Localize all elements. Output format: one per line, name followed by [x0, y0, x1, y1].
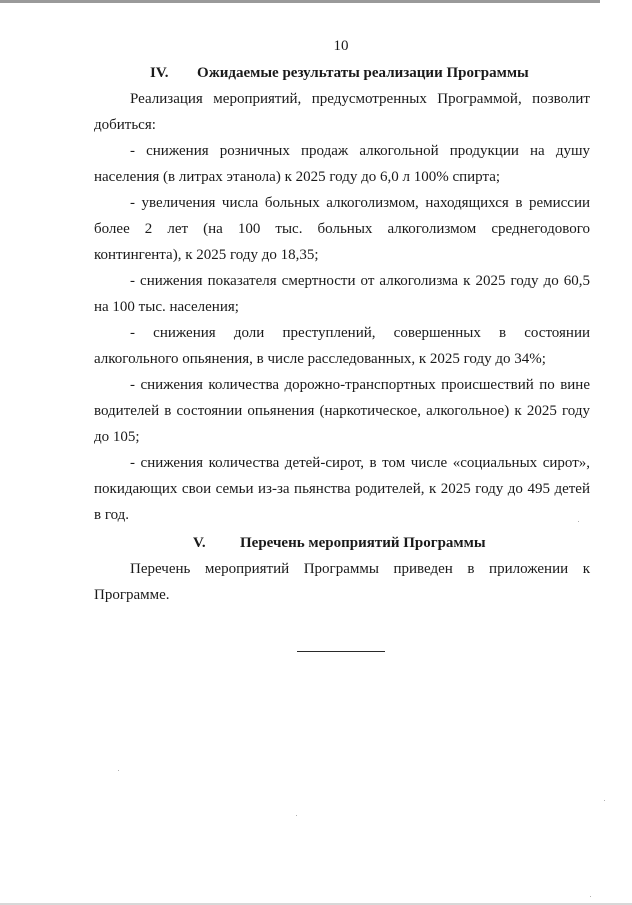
section-number: IV.: [150, 65, 169, 81]
scan-speck: [590, 896, 591, 897]
end-rule: [297, 651, 385, 652]
section-title: Ожидаемые результаты реализации Программы: [197, 65, 529, 81]
result-item: - снижения розничных продаж алкогольной продукции на душу населения (в литрах этанола) к 2025 году до 6,0 л 100% спирта;: [94, 143, 590, 185]
section-title: Перечень мероприятий Программы: [240, 535, 486, 551]
document-body: [94, 60, 590, 608]
scan-speck: [118, 770, 119, 771]
scan-speck: [296, 815, 297, 816]
scan-speck: [604, 800, 605, 801]
section-paragraph: Перечень мероприятий Программы приведен в приложении к Программе.: [94, 561, 590, 603]
result-item: - увеличения числа больных алкоголизмом, находящихся в ремиссии более 2 лет (на 100 тыс. больных алкоголизмом среднегодового контингента), к 2025 году до 18,35;: [94, 195, 590, 263]
section-number: V.: [193, 535, 206, 551]
scan-top-edge: [0, 0, 600, 3]
result-item: - снижения показателя смертности от алкоголизма к 2025 году до 60,5 на 100 тыс. населения;: [94, 273, 590, 315]
section-heading-v: [94, 530, 590, 556]
scan-speck: [578, 521, 579, 522]
result-item: - снижения количества детей-сирот, в том числе «социальных сирот», покидающих свои семьи из-за пьянства родителей, к 2025 году до 495 детей в год.: [94, 455, 590, 523]
section-heading-iv: [94, 60, 590, 86]
result-item: - снижения количества дорожно-транспортных происшествий по вине водителей в состоянии опьянения (наркотическое, алкогольное) к 2025 году до 105;: [94, 377, 590, 445]
result-item: - снижения доли преступлений, совершенных в состоянии алкогольного опьянения, в числе расследованных, к 2025 году до 34%;: [94, 325, 590, 367]
intro-paragraph: Реализация мероприятий, предусмотренных Программой, позволит добиться:: [94, 91, 590, 133]
page-number: 10: [333, 38, 349, 54]
